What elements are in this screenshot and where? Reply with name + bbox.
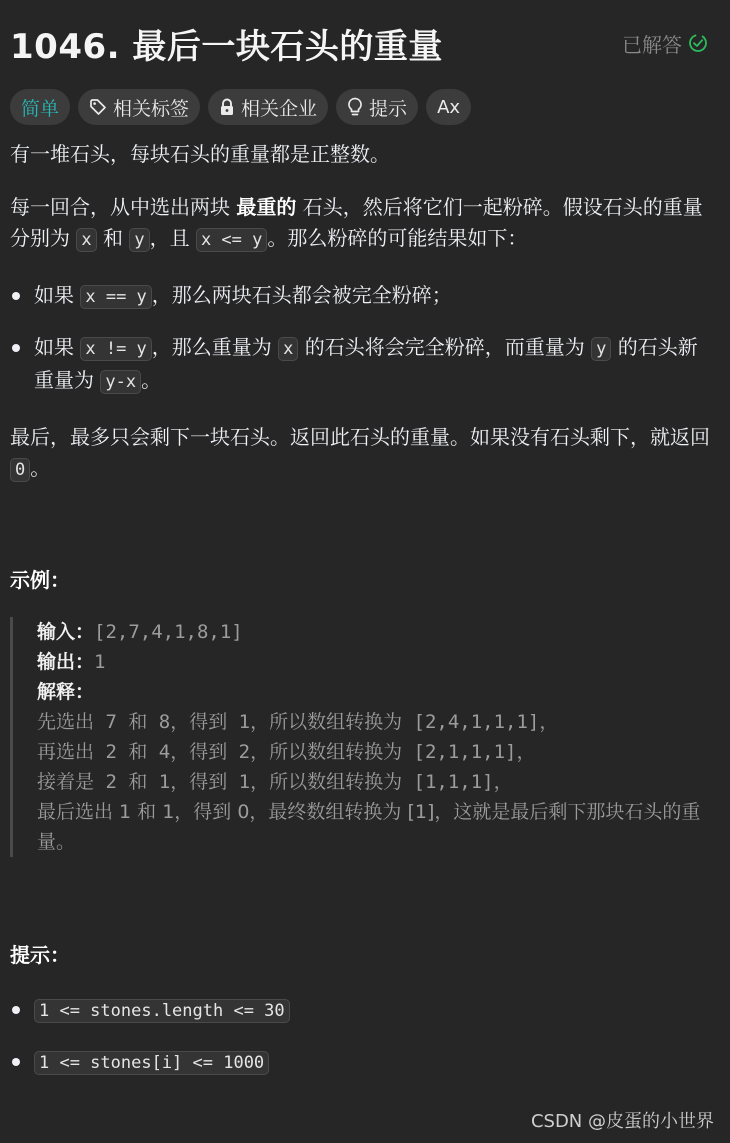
hint-label: 提示 <box>369 97 408 120</box>
outcome-list <box>10 280 710 398</box>
list-item: 1 <= stones.length <= 30 <box>10 994 710 1027</box>
example-line: 先选出 7 和 8，得到 1，所以数组转换为 [2,4,1,1,1]， <box>37 711 559 733</box>
list-item: 如果 x == y ，那么两块石头都会被完全粉碎； <box>10 280 710 313</box>
related-tags-button[interactable] <box>78 89 200 125</box>
description-paragraph-2: 每一回合，从中选出两块 最重的 石头，然后将它们一起粉碎。假设石头的重量分别为 x 和 y ，且 x <= y 。那么粉碎的可能结果如下： <box>10 195 703 250</box>
example-block <box>10 617 710 857</box>
list-item: 如果 x != y ，那么重量为 x 的石头将会完全粉碎，而重量为 y 的石头新重量为 y-x 。 <box>10 332 710 398</box>
translate-icon: Ax <box>437 96 461 118</box>
related-tags-label: 相关标签 <box>113 97 190 120</box>
check-circle-icon <box>688 33 708 53</box>
difficulty-tag[interactable] <box>10 89 70 125</box>
code-y: y <box>129 228 149 252</box>
problem-title[interactable]: 1046. 最后一块石头的重量 <box>10 26 443 67</box>
example-explanation-label: 解释： <box>37 681 95 703</box>
code-x: x <box>76 228 96 252</box>
watermark: CSDN @皮蛋的小世界 <box>530 1111 714 1132</box>
description-paragraph-3: 最后，最多只会剩下一块石头。返回此石头的重量。如果没有石头剩下，就返回 0 。 <box>10 425 710 480</box>
example-line: 最后选出 1 和 1，得到 0，最终数组转换为 [1]，这就是最后剩下那块石头的重量。 <box>37 801 701 853</box>
solved-label: 已解答 <box>622 32 682 57</box>
example-output: 输出：1 <box>37 651 106 673</box>
difficulty-label: 简单 <box>21 97 60 120</box>
constraints-list <box>10 994 710 1079</box>
example-heading: 示例： <box>10 568 70 592</box>
example-line: 接着是 2 和 1，得到 1，所以数组转换为 [1,1,1]， <box>37 771 513 793</box>
tag-icon <box>89 98 107 116</box>
problem-description <box>10 22 710 1079</box>
solved-status <box>622 29 708 58</box>
constraints-heading: 提示： <box>10 943 70 967</box>
code-x-le-y: x <= y <box>196 228 267 252</box>
description-paragraph-1: 有一堆石头，每块石头的重量都是正整数。 <box>10 142 390 166</box>
translate-button[interactable] <box>426 89 471 125</box>
related-companies-button[interactable] <box>208 89 328 125</box>
hint-button[interactable] <box>336 89 418 125</box>
tag-bar <box>10 89 710 125</box>
lightbulb-icon <box>347 97 363 117</box>
list-item: 1 <= stones[i] <= 1000 <box>10 1046 710 1079</box>
title-row <box>10 22 710 67</box>
example-input: 输入：[2,7,4,1,8,1] <box>37 621 243 643</box>
lock-icon <box>219 98 235 116</box>
related-companies-label: 相关企业 <box>241 97 318 120</box>
example-line: 再选出 2 和 4，得到 2，所以数组转换为 [2,1,1,1]， <box>37 741 536 763</box>
